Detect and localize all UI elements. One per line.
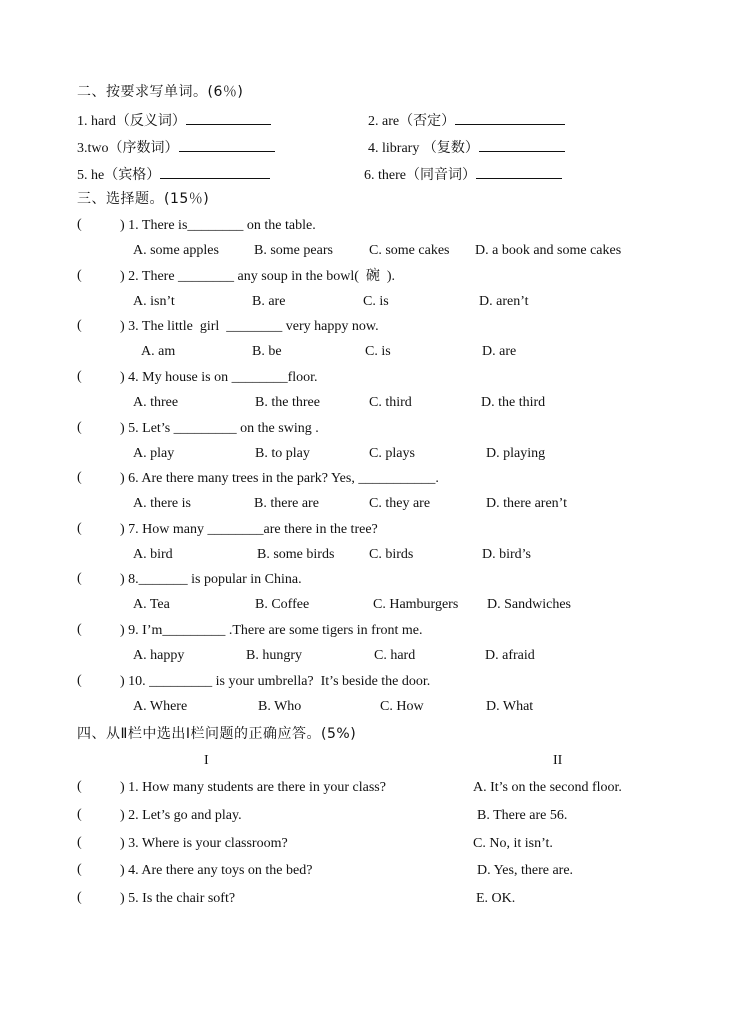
answer-paren[interactable]: ( <box>77 420 82 435</box>
vocab-item-1: 1. hard（反义词） <box>77 110 271 131</box>
match-question: ) 2. Let’s go and play. <box>120 808 242 823</box>
option-a[interactable]: A. there is <box>133 496 191 511</box>
option-a[interactable]: A. am <box>141 344 176 359</box>
match-answer: D. Yes, there are. <box>477 863 574 878</box>
option-a[interactable]: A. bird <box>133 547 173 562</box>
match-answer: E. OK. <box>476 891 516 906</box>
option-a[interactable]: A. isn’t <box>133 294 175 309</box>
option-d[interactable]: D. Sandwiches <box>487 597 571 612</box>
answer-paren[interactable]: ( <box>77 470 82 485</box>
option-c[interactable]: C. third <box>369 395 412 410</box>
match-question: ) 5. Is the chair soft? <box>120 891 236 906</box>
option-a[interactable]: A. some apples <box>133 243 219 258</box>
match-answer: B. There are 56. <box>477 808 568 823</box>
answer-paren[interactable]: ( <box>77 890 82 905</box>
option-d[interactable]: D. there aren’t <box>486 496 567 511</box>
option-b[interactable]: B. Who <box>258 699 302 714</box>
question-stem: ) 3. The little girl ________ very happy now. <box>120 319 379 334</box>
answer-blank[interactable] <box>455 110 565 125</box>
option-c[interactable]: C. is <box>363 294 389 309</box>
option-c[interactable]: C. Hamburgers <box>373 597 459 612</box>
match-answer: C. No, it isn’t. <box>473 836 553 851</box>
option-c[interactable]: C. they are <box>369 496 431 511</box>
question-stem: ) 6. Are there many trees in the park? Yes, ___________. <box>120 471 439 486</box>
option-d[interactable]: D. are <box>482 344 517 359</box>
option-a[interactable]: A. Tea <box>133 597 170 612</box>
option-c[interactable]: C. is <box>365 344 391 359</box>
section-4-heading: 四、从Ⅱ栏中选出Ⅰ栏问题的正确应答。(5%) <box>77 726 357 742</box>
vocab-item-4: 4. library （复数） <box>368 137 565 158</box>
section-3-heading: 三、选择题。(15％) <box>77 191 210 207</box>
option-c[interactable]: C. plays <box>369 446 415 461</box>
answer-paren[interactable]: ( <box>77 807 82 822</box>
option-d[interactable]: D. aren’t <box>479 294 529 309</box>
answer-paren[interactable]: ( <box>77 862 82 877</box>
question-stem: ) 1. There is________ on the table. <box>120 218 316 233</box>
question-stem: ) 8._______ is popular in China. <box>120 572 302 587</box>
option-d[interactable]: D. playing <box>486 446 546 461</box>
option-a[interactable]: A. three <box>133 395 179 410</box>
question-stem: ) 9. I’m_________ .There are some tigers in front me. <box>120 623 423 638</box>
match-question: ) 4. Are there any toys on the bed? <box>120 863 313 878</box>
answer-paren[interactable]: ( <box>77 571 82 586</box>
question-stem: ) 7. How many ________are there in the tree? <box>120 522 378 537</box>
option-b[interactable]: B. some birds <box>257 547 335 562</box>
question-stem: ) 2. There ________ any soup in the bowl( 碗 ). <box>120 269 396 284</box>
option-b[interactable]: B. are <box>252 294 286 309</box>
answer-blank[interactable] <box>179 137 275 152</box>
answer-paren[interactable]: ( <box>77 622 82 637</box>
option-a[interactable]: A. play <box>133 446 175 461</box>
option-b[interactable]: B. hungry <box>246 648 302 663</box>
option-c[interactable]: C. hard <box>374 648 416 663</box>
answer-paren[interactable]: ( <box>77 521 82 536</box>
section-2-heading: 二、按要求写单词。(6％) <box>77 84 244 100</box>
question-stem: ) 5. Let’s _________ on the swing . <box>120 421 319 436</box>
option-d[interactable]: D. a book and some cakes <box>475 243 622 258</box>
answer-paren[interactable]: ( <box>77 673 82 688</box>
answer-paren[interactable]: ( <box>77 268 82 283</box>
option-b[interactable]: B. there are <box>254 496 319 511</box>
option-d[interactable]: D. bird’s <box>482 547 531 562</box>
option-d[interactable]: D. What <box>486 699 534 714</box>
answer-paren[interactable]: ( <box>77 369 82 384</box>
answer-blank[interactable] <box>160 164 270 179</box>
vocab-item-5: 5. he（宾格） <box>77 164 270 185</box>
answer-paren[interactable]: ( <box>77 835 82 850</box>
match-question: ) 1. How many students are there in your class? <box>120 780 386 795</box>
option-b[interactable]: B. be <box>252 344 282 359</box>
match-question: ) 3. Where is your classroom? <box>120 836 288 851</box>
option-d[interactable]: D. afraid <box>485 648 535 663</box>
answer-blank[interactable] <box>186 110 271 125</box>
answer-paren[interactable]: ( <box>77 318 82 333</box>
vocab-item-3: 3.two（序数词） <box>77 137 275 158</box>
match-answer: A. It’s on the second floor. <box>473 780 622 795</box>
option-a[interactable]: A. happy <box>133 648 185 663</box>
option-b[interactable]: B. Coffee <box>255 597 310 612</box>
column-1-header: I <box>204 753 209 768</box>
vocab-item-2: 2. are（否定） <box>368 110 565 131</box>
option-b[interactable]: B. to play <box>255 446 310 461</box>
option-c[interactable]: C. some cakes <box>369 243 450 258</box>
option-d[interactable]: D. the third <box>481 395 546 410</box>
question-stem: ) 10. _________ is your umbrella? It’s beside the door. <box>120 674 431 689</box>
answer-blank[interactable] <box>476 164 562 179</box>
option-b[interactable]: B. some pears <box>254 243 333 258</box>
option-b[interactable]: B. the three <box>255 395 320 410</box>
answer-paren[interactable]: ( <box>77 779 82 794</box>
option-a[interactable]: A. Where <box>133 699 188 714</box>
question-stem: ) 4. My house is on ________floor. <box>120 370 318 385</box>
column-2-header: II <box>553 753 563 768</box>
answer-blank[interactable] <box>479 137 565 152</box>
option-c[interactable]: C. How <box>380 699 424 714</box>
answer-paren[interactable]: ( <box>77 217 82 232</box>
vocab-item-6: 6. there（同音词） <box>364 164 562 185</box>
option-c[interactable]: C. birds <box>369 547 414 562</box>
